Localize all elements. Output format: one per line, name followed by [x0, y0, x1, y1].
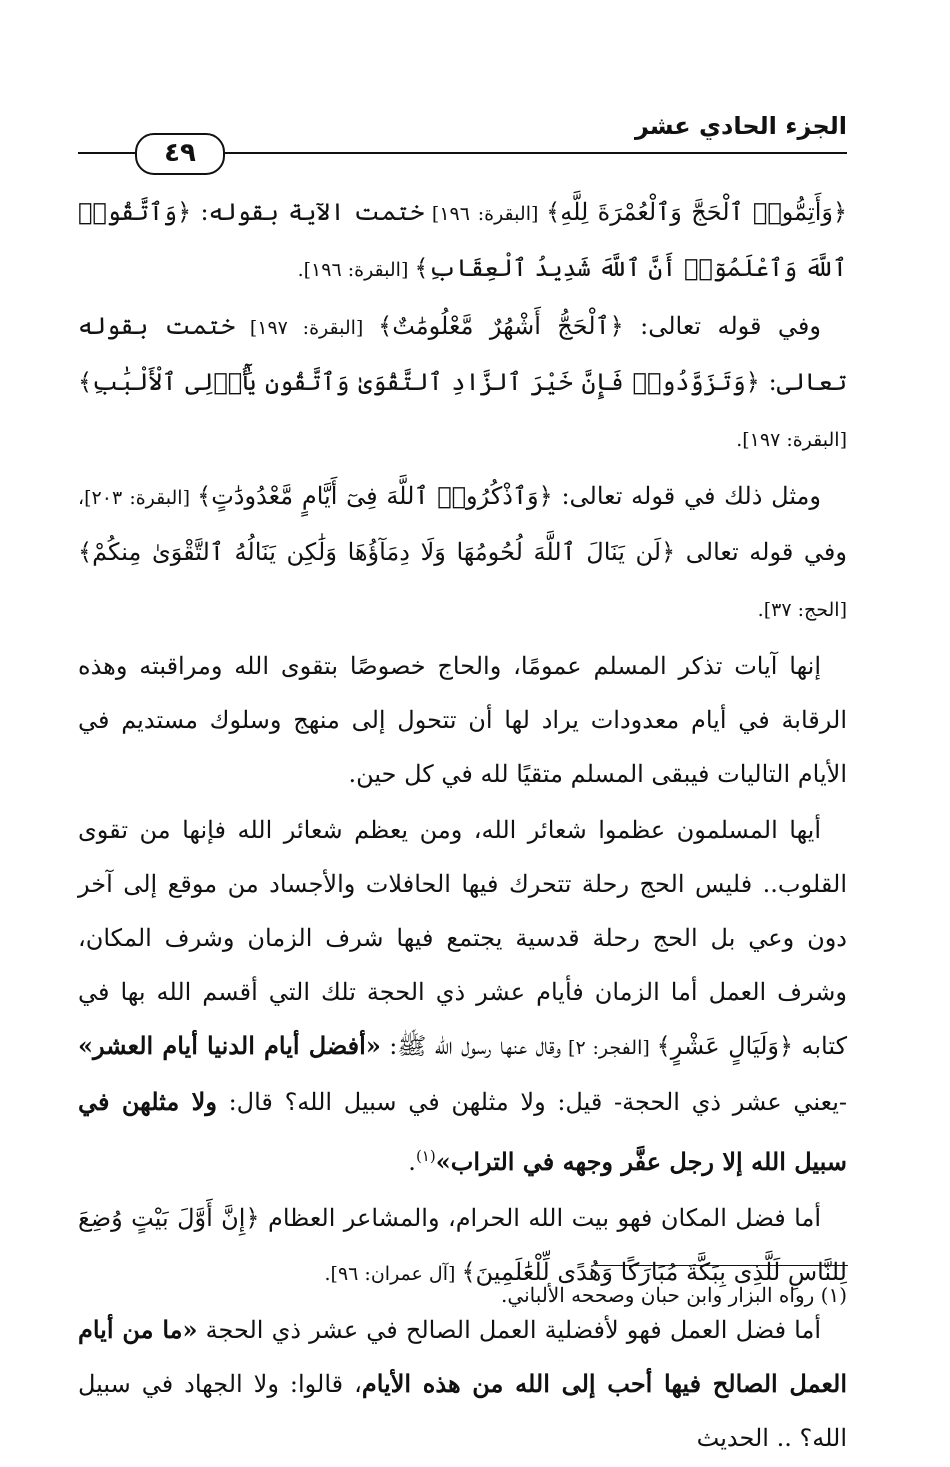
verse-reference: [البقرة: ١٩٦]	[424, 203, 547, 225]
text: .	[408, 1148, 416, 1176]
text: -يعني عشر ذي الحجة- قيل: ولا مثلهن في سبيل الله؟ قال:	[216, 1088, 847, 1116]
text: ومثل ذلك في قوله تعالى:	[552, 482, 821, 510]
paragraph-3	[78, 469, 847, 637]
footnote-rule	[595, 1265, 848, 1266]
verse-reference: [البقرة: ١٩٧].	[736, 429, 847, 451]
quran-verse: ﴿وَتَزَوَّدُوا۟ فَإِنَّ خَيْرَ ٱلزَّادِ ٱلتَّقْوَىٰ وَٱتَّقُونِ يَٰٓأُو۟لِى ٱلْأَلْبَٰبِ﴾	[78, 368, 760, 396]
text: أما فضل المكان فهو بيت الله الحرام، والمشاعر العظام	[259, 1204, 822, 1232]
paragraph-4	[78, 639, 847, 801]
hadith-text: ولا مثلهن في سبيل الله إلا رجل عفَّر وجهه في التراب»	[78, 1087, 847, 1176]
part-title: الجزء الحادي عشر	[634, 112, 847, 140]
verse-reference: [البقرة: ٢٠٣]،	[78, 487, 198, 509]
text: أيها المسلمون عظموا شعائر الله، ومن يعظم شعائر الله فإنها من تقوى القلوب.. فليس الحج رحلة تتحرك فيها الحافلات والأجساد من موقع إلى آخر دون وعي بل الحج رحلة قدسية يجتمع فيها شرف الزمان وشرف المكان، وشرف العمل أما الزمان فأيام عشر ذي الحجة تلك التي أقسم الله بها في كتابه	[78, 816, 848, 1060]
paragraph-7	[78, 1303, 847, 1465]
paragraph-1	[78, 185, 847, 297]
quran-verse: ﴿وَأَتِمُّوا۟ ٱلْحَجَّ وَٱلْعُمْرَةَ لِلَّهِ﴾	[546, 198, 848, 226]
quran-verse: ﴿لَن يَنَالَ ٱللَّهَ لُحُومُهَا وَلَا دِمَآؤُهَا وَلَٰكِن يَنَالُهُ ٱلتَّقْوَىٰ مِنكُمْ﴾	[78, 538, 676, 566]
paragraph-2	[78, 299, 847, 467]
quran-verse: ﴿ٱلْحَجُّ أَشْهُرٌ مَّعْلُومَٰتٌ﴾	[378, 312, 624, 340]
footnote: (١) رواه البزار وابن حبان وصححه الألباني.	[501, 1283, 847, 1307]
text: إنها آيات تذكر المسلم عمومًا، والحاج خصوصًا بتقوى الله ومراقبته وهذه الرقابة في أيام معدودات يراد لها أن تتحول إلى منهج وسلوك مستديم في الأيام التاليات فيبقى المسلم متقيًا لله في كل حين.	[78, 652, 847, 788]
hadith-text: «أفضل أيام الدنيا أيام العشر»	[78, 1031, 381, 1060]
quran-verse: ﴿وَٱذْكُرُوا۟ ٱللَّهَ فِىٓ أَيَّامٍ مَّعْدُودَٰتٍ﴾	[197, 482, 553, 510]
verse-reference: [البقرة: ١٩٧]	[235, 317, 379, 339]
verse-reference: [آل عمران: ٩٦].	[324, 1263, 462, 1285]
quran-verse: ﴿وَٱتَّقُوا۟ ٱللَّهَ وَٱعْلَمُوٓا۟ أَنَّ ٱللَّهَ شَدِيدُ ٱلْعِقَابِ﴾	[78, 198, 847, 282]
quran-verse: ﴿إِنَّ أَوَّلَ بَيْتٍ وُضِعَ لِلنَّاسِ لَلَّذِى بِبَكَّةَ مُبَارَكًا وَهُدًى لِّلْعَٰلَمِينَ﴾	[78, 1204, 847, 1286]
text: وقال عنها رسول الله ﷺ:	[380, 1032, 562, 1060]
text: ختمت الآية بقوله:	[191, 198, 425, 226]
verse-reference: [الفجر: ٢]	[561, 1037, 657, 1059]
page-number: ٤٩	[135, 133, 225, 175]
paragraph-5	[78, 803, 847, 1189]
text: ختمت بقوله تعالى:	[78, 312, 848, 396]
verse-reference: [الحج: ٣٧].	[757, 599, 847, 621]
text: أما فضل العمل فهو لأفضلية العمل الصالح في عشر ذي الحجة	[197, 1316, 821, 1344]
body-text	[78, 185, 847, 1467]
verse-reference: [البقرة: ١٩٦].	[297, 259, 415, 281]
text: وفي قوله تعالى	[675, 538, 847, 566]
text: وفي قوله تعالى:	[623, 312, 821, 340]
quran-verse: ﴿وَلَيَالٍ عَشْرٍ﴾	[656, 1032, 794, 1060]
text: ، قالوا: ولا الجهاد في سبيل الله؟ .. الحديث	[78, 1370, 847, 1452]
footnote-marker: (١)	[415, 1147, 436, 1165]
hadith-text: «ما من أيام العمل الصالح فيها أحب إلى الله من هذه الأيام	[78, 1315, 847, 1398]
